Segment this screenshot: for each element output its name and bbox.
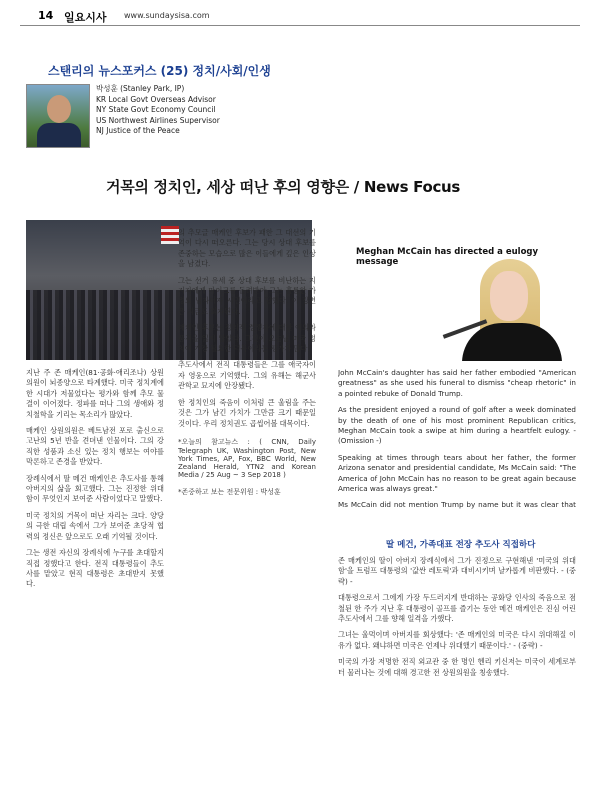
english-column — [338, 368, 576, 510]
paragraph: 매케인 후보는 정치적 경쟁자에 대한 예의와 품격을 잃지 않았다. 그것이 오늘날 미국 정치에 가장 필요한 덕목이라는 평가가 많다. — [178, 323, 316, 354]
korean-column-b — [178, 228, 316, 784]
editor-credit: *존중하고 보는 전문위원 : 박성훈 — [178, 487, 281, 496]
face-shape — [490, 271, 528, 321]
paragraph: As the president enjoyed a round of golf after a week dominated by the death of one of his most prominent Republican critics, Meghan McCain took a swipe at him during a heartfelt eulogy. - (Omission -) — [338, 405, 576, 446]
paragraph: 추도사에서 전직 대통령들은 그를 애국자이자 영웅으로 기억했다. 그의 유해는 해군사관학교 묘지에 안장됐다. — [178, 360, 316, 391]
paragraph: 장례식에서 딸 메건 매케인은 추도사를 통해 아버지의 삶을 회고했다. 그는 진정한 위대함이 무엇인지 보여준 사람이었다고 말했다. — [26, 473, 164, 504]
paragraph: John McCain's daughter has said her father embodied "American greatness" as she used his funeral to dismiss "cheap rhetoric" in a pointed rebuke of Donald Trump. — [338, 368, 576, 398]
paragraph: 지난 주 존 매케인(81·공화·애리조나) 상원의원이 뇌종양으로 타계했다. 미국 정치계에 한 시대가 저물었다는 평가와 함께 추모 물결이 이어졌다. 정파를 떠나 그의 생애와 정치철학을 기리는 목소리가 많았다. — [26, 368, 164, 419]
photo-caption: Meghan McCain has directed a eulogy message — [356, 247, 539, 267]
paragraph: 그는 선거 유세 중 상대 후보를 비난하는 지지자에게 마이크를 돌려받아 그는 훌륭한 가정의 남자이자 시민이라고 답했다. 이 장면은 지금도 회자된다. — [178, 275, 316, 316]
bio-line: 박성훈 (Stanley Park, IP) — [96, 84, 185, 93]
korean-column-a — [26, 368, 164, 784]
paragraph: 미국의 가장 저명한 전직 외교관 중 한 명인 헨리 키신저는 미국이 세계로부터 물러나는 것에 대해 경고한 전 상원의원을 칭송했다. — [338, 657, 576, 677]
paragraph: 한 정치인의 죽음이 이처럼 큰 울림을 주는 것은 그가 남긴 가치가 그만큼 크기 때문일 것이다. 우리 정치권도 곱씹어볼 대목이다. — [178, 397, 316, 428]
article-headline: 거목의 정치인, 세상 떠난 후의 영향은 / News Focus — [106, 178, 461, 196]
paragraph: 매케인 상원의원은 베트남전 포로 출신으로 고난의 5년 반을 견뎌낸 인물이다. 그의 강직한 성품과 소신 있는 정치 행보는 여야를 막론하고 존경을 받았다. — [26, 426, 164, 467]
publication-name: 일요시사 — [64, 11, 107, 24]
bio-line: NY State Govt Economy Council — [96, 105, 216, 114]
sources-credit: *오늘의 참고뉴스 : ( CNN, Daily Telegraph UK, Washington Post, New York Times, AP, Fox, BBC World, New Zealand Herald, YTN2 and Korean Media / 25 Aug ~ 3 Sep 2018 ) — [178, 437, 316, 479]
paragraph: 그녀는 울먹이며 아버지를 회상했다: '존 매케인의 미국은 다시 위대해질 이유가 없다. 왜냐하면 미국은 언제나 위대했기 때문이다.' - (중략) - — [338, 630, 576, 650]
author-bio — [96, 84, 316, 137]
page-number: 14 — [38, 9, 54, 22]
paragraph: 대통령으로서 그에게 가장 두드러지게 반대하는 공화당 인사의 죽음으로 점철된 한 주가 지난 후 대통령이 골프를 즐기는 동안 메건 매케인은 진심 어린 추도사에서 그를 향해 일격을 가했다. — [338, 593, 576, 624]
page-header — [20, 4, 580, 26]
bio-line: KR Local Govt Overseas Advisor — [96, 94, 216, 104]
paragraph: Ms McCain did not mention Trump by name but it was clear that — [338, 500, 576, 510]
website-link[interactable]: www.sundaysisa.com — [124, 11, 210, 20]
translation-column — [338, 556, 576, 784]
eulogy-photo — [330, 243, 576, 361]
flag-shape — [161, 226, 179, 244]
author-face — [47, 95, 71, 123]
bio-line: NJ Justice of the Peace — [96, 126, 180, 135]
paragraph: 그는 생전 자신의 장례식에 누구를 초대할지 직접 정했다고 한다. 전직 대통령들이 추도사를 맡았고 현직 대통령은 초대받지 못했다. — [26, 548, 164, 589]
paragraph: 미국 정치의 거목이 떠난 자리는 크다. 양당의 극한 대립 속에서 그가 보여준 초당적 협력의 정신은 앞으로도 오래 기억될 것이다. — [26, 510, 164, 541]
paragraph: 존 매케인의 딸이 아버지 장례식에서 그가 진정으로 구현해낸 '미국의 위대함'을 트럼프 대통령의 '값싼 레토릭'과 대비시키며 날카롭게 비판했다. - (중략) - — [338, 556, 576, 586]
author-photo — [26, 84, 90, 148]
column-title: 스탠리의 뉴스포커스 (25) 정치/사회/인생 — [48, 64, 271, 78]
section-subheading: 딸 메건, 가족대표 전장 추도사 직접하다 — [386, 540, 536, 550]
paragraph: Speaking at times through tears about her father, the former Arizona senator and presidential candidate, Ms McCain said: "The America of John McCain has no reason to be great again because America was always great." — [338, 452, 576, 494]
author-body — [37, 123, 81, 148]
bio-line: US Northwest Airlines Supervisor — [96, 115, 220, 125]
paragraph: 의 추모글 매케인 후보가 패한 그 대선의 기억이 다시 떠오른다. 그는 당시 상대 후보를 존중하는 모습으로 많은 이들에게 깊은 인상을 남겼다. — [178, 228, 316, 269]
dress-shape — [462, 323, 562, 361]
